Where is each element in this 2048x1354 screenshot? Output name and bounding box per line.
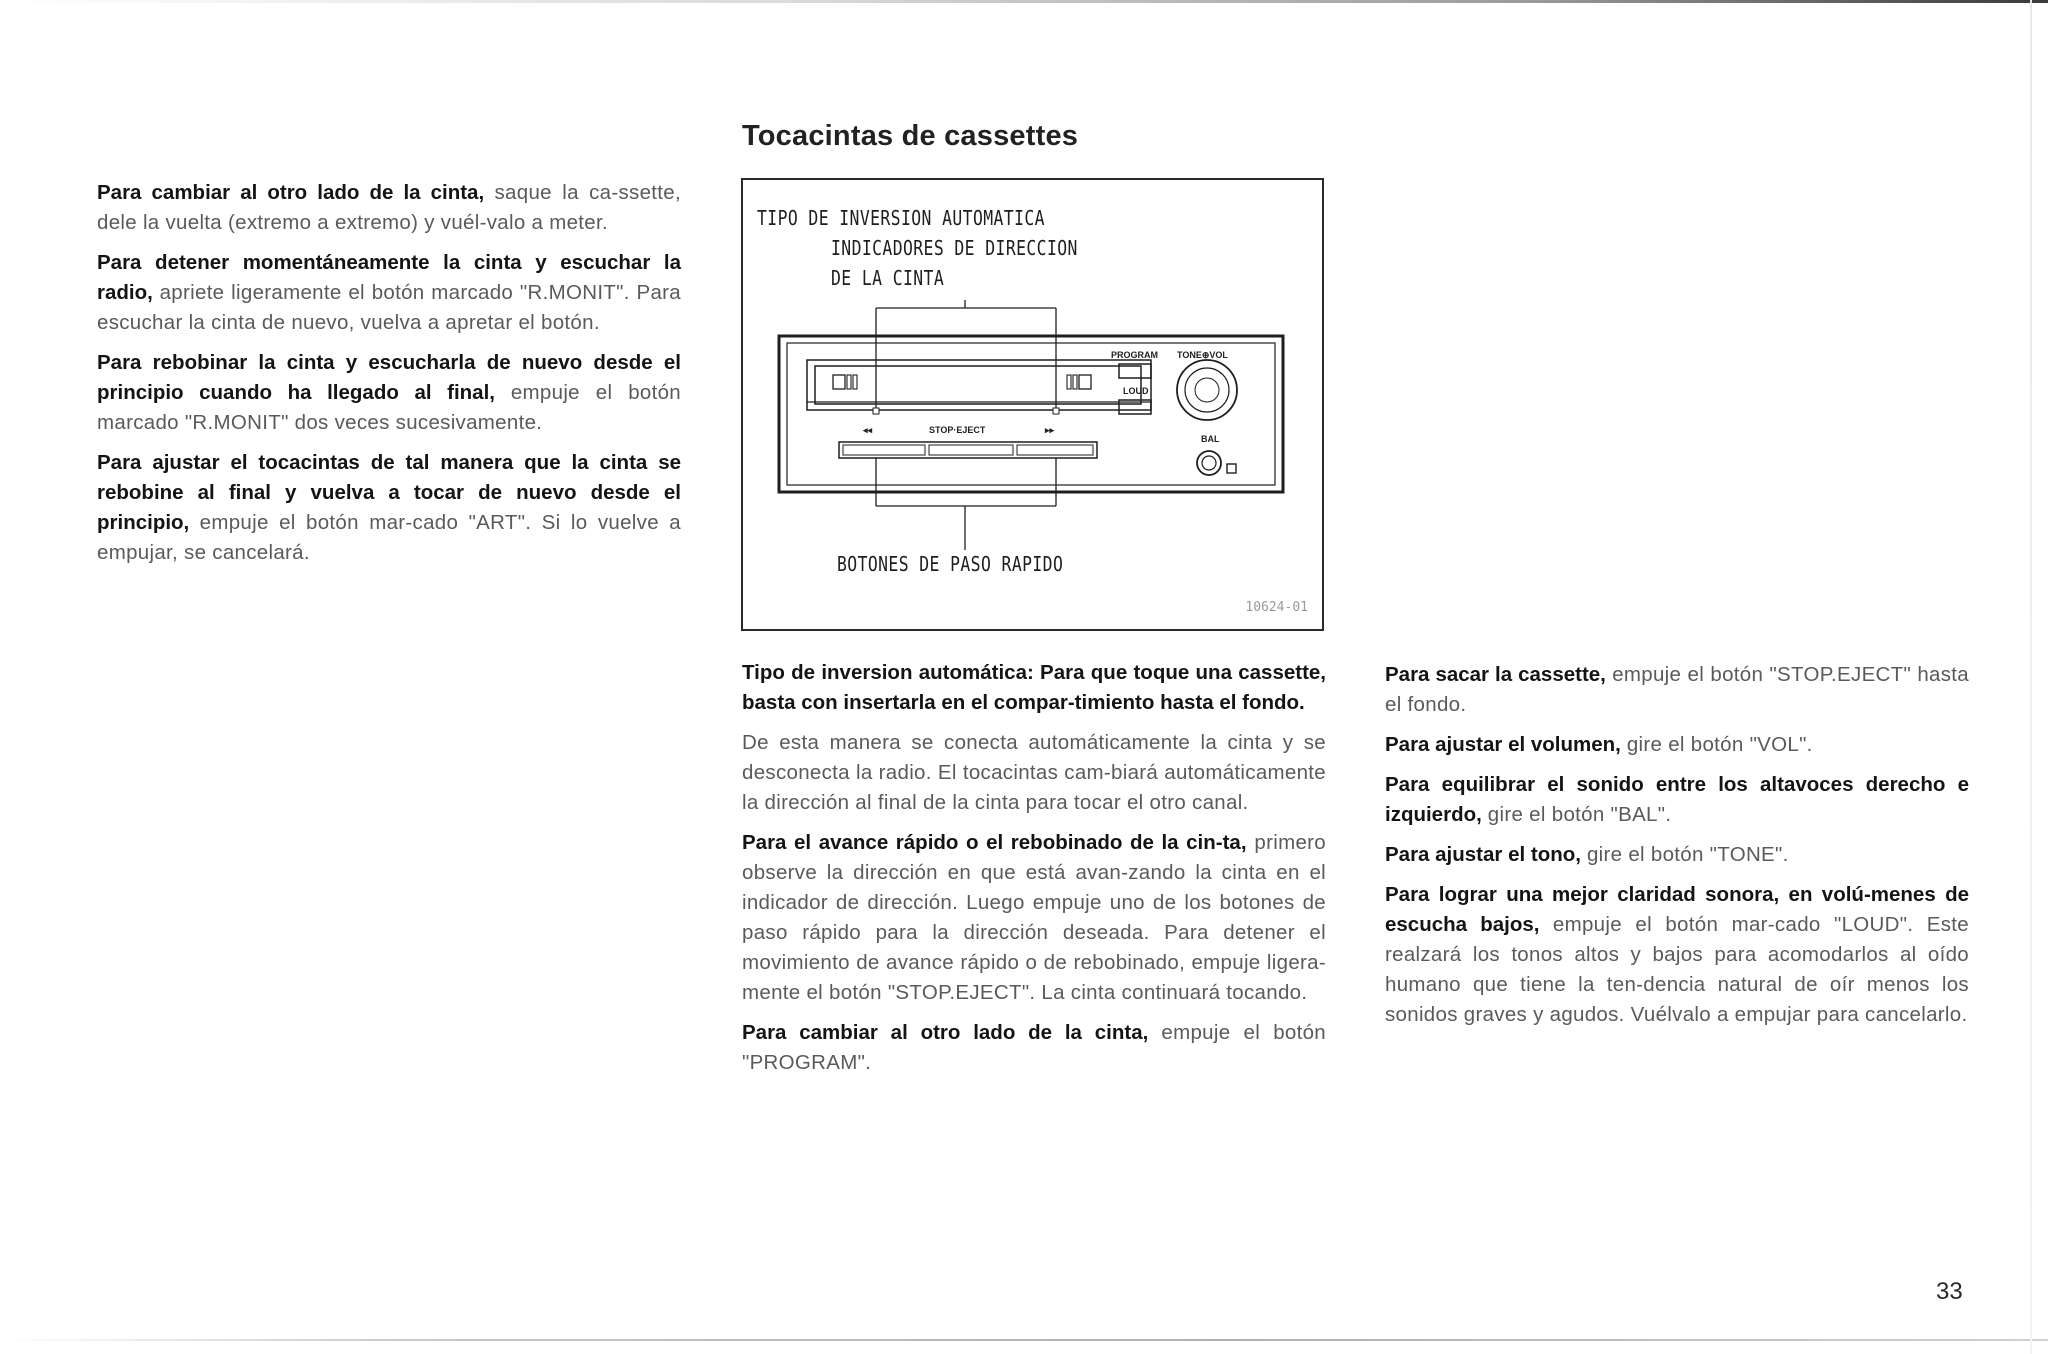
paragraph-text: saque la ca-ssette, dele la vuelta (extremo a extremo) y vuél-valo a meter. [97, 181, 681, 234]
stop-eject-button [929, 445, 1013, 455]
indicator-square [1227, 464, 1236, 473]
paragraph-lead: Para el avance rápido o el rebobinado de la cin-ta, [742, 831, 1247, 854]
direction-indicator-left [833, 375, 857, 389]
paragraph-text: empuje el botón mar-cado "LOUD". Este realzará los tonos altos y bajos para acomodarlos al oído humano que tiene la ten-dencia natural de oír menos los sonidos graves y agudos. Vuélvalo a empujar para cancelarlo. [1385, 913, 1970, 1026]
scan-edge-bottom [0, 1339, 2048, 1341]
program-label: PROGRAM [1111, 350, 1158, 360]
paragraph-text: empuje el botón "PROGRAM". [742, 1021, 1326, 1074]
rewind-button [843, 445, 925, 455]
paragraph [97, 178, 681, 238]
paragraph-text: gire el botón "VOL". [1620, 733, 1813, 756]
middle-column [742, 658, 1326, 1088]
paragraph [742, 828, 1326, 1008]
paragraph [742, 1018, 1326, 1078]
paragraph [1385, 880, 1969, 1030]
paragraph-lead: Para equilibrar el sonido entre los altavoces derecho e izquierdo, [1385, 773, 1969, 826]
paragraph [1385, 660, 1969, 720]
paragraph-text: apriete ligeramente el botón marcado "R.MONIT". Para escuchar la cinta de nuevo, vuelva a apretar el botón. [97, 281, 681, 334]
figure-code: 10624-01 [1245, 600, 1308, 615]
paragraph-lead: Para rebobinar la cinta y escucharla de nuevo desde el principio cuando ha llegado al final, [97, 351, 681, 404]
fast-buttons-label: BOTONES DE PASO RAPIDO [837, 552, 1064, 576]
paragraph-lead: Para ajustar el tono, [1385, 843, 1581, 866]
button-bar [839, 442, 1097, 458]
paragraph-text: empuje el botón "STOP.EJECT" hasta el fondo. [1385, 663, 1969, 716]
paragraph-text: gire el botón "BAL". [1481, 803, 1672, 826]
fast-forward-button [1017, 445, 1093, 455]
paragraph [97, 448, 681, 568]
paragraph-text: empuje el botón mar-cado "ART". Si lo vuelve a empujar, se cancelará. [97, 511, 681, 564]
page-number: 33 [1936, 1278, 1963, 1305]
direction-indicator-right [1067, 375, 1091, 389]
paragraph [742, 658, 1326, 718]
paragraph [1385, 730, 1969, 760]
paragraph [742, 728, 1326, 818]
bal-knob [1197, 451, 1221, 475]
page-title: Tocacintas de cassettes [742, 120, 1079, 152]
paragraph [97, 248, 681, 338]
left-column [97, 178, 681, 578]
paragraph-text: gire el botón "TONE". [1580, 843, 1789, 866]
tone-vol-knob [1177, 360, 1237, 420]
rewind-arrows-icon: ◂◂ [863, 425, 873, 435]
cassette-diagram [741, 178, 1324, 631]
paragraph-text: primero observe la dirección en que está avan-zando la cinta en el indicador de dirección. Luego empuje uno de los botones de paso rápido para la dirección deseada. Para detener el movimiento de avance rápido o de rebobinado, empuje ligera-mente el botón "STOP.EJECT". La cinta continuará tocando. [742, 831, 1326, 1004]
paragraph-lead: Para sacar la cassette, [1385, 663, 1606, 686]
paragraph-lead: Para cambiar al otro lado de la cinta, [97, 181, 485, 204]
paragraph-text: De esta manera se conecta automáticamente la cinta y se desconecta la radio. El tocacintas cam-biará automáticamente la dirección al final de la cinta para tocar el otro canal. [742, 731, 1326, 814]
paragraph [1385, 840, 1969, 870]
direction-indicators-label: INDICADORES DE DIRECCION [831, 236, 1078, 260]
paragraph-lead: Para cambiar al otro lado de la cinta, [742, 1021, 1149, 1044]
paragraph-text: empuje el botón marcado "R.MONIT" dos veces sucesivamente. [97, 381, 681, 434]
loud-label: LOUD [1123, 386, 1149, 396]
paragraph-lead: Para ajustar el tocacintas de tal manera que la cinta se rebobine al final y vuelva a tocar de nuevo desde el principio, [97, 451, 681, 534]
bal-label: BAL [1201, 434, 1220, 444]
direction-indicators-label-line2: DE LA CINTA [831, 266, 945, 290]
fast-forward-arrows-icon: ▸▸ [1045, 425, 1055, 435]
paragraph-lead: Para detener momentáneamente la cinta y escuchar la radio, [97, 251, 681, 304]
paragraph-lead: Para ajustar el volumen, [1385, 733, 1621, 756]
paragraph [97, 348, 681, 438]
cassette-door [815, 366, 1141, 404]
stop-eject-label: STOP·EJECT [929, 425, 986, 435]
scan-edge-top [0, 0, 2048, 3]
right-column [1385, 660, 1969, 1040]
tone-vol-label: TONE⊕VOL [1177, 350, 1228, 360]
scan-edge-right [2030, 0, 2032, 1354]
auto-reverse-label: TIPO DE INVERSION AUTOMATICA [757, 206, 1045, 230]
paragraph-lead: Para lograr una mejor claridad sonora, en volú-menes de escucha bajos, [1385, 883, 1969, 936]
paragraph-lead: Tipo de inversion automática: Para que toque una cassette, basta con insertarla en el compar-timiento hasta el fondo. [742, 661, 1326, 714]
paragraph [1385, 770, 1969, 830]
